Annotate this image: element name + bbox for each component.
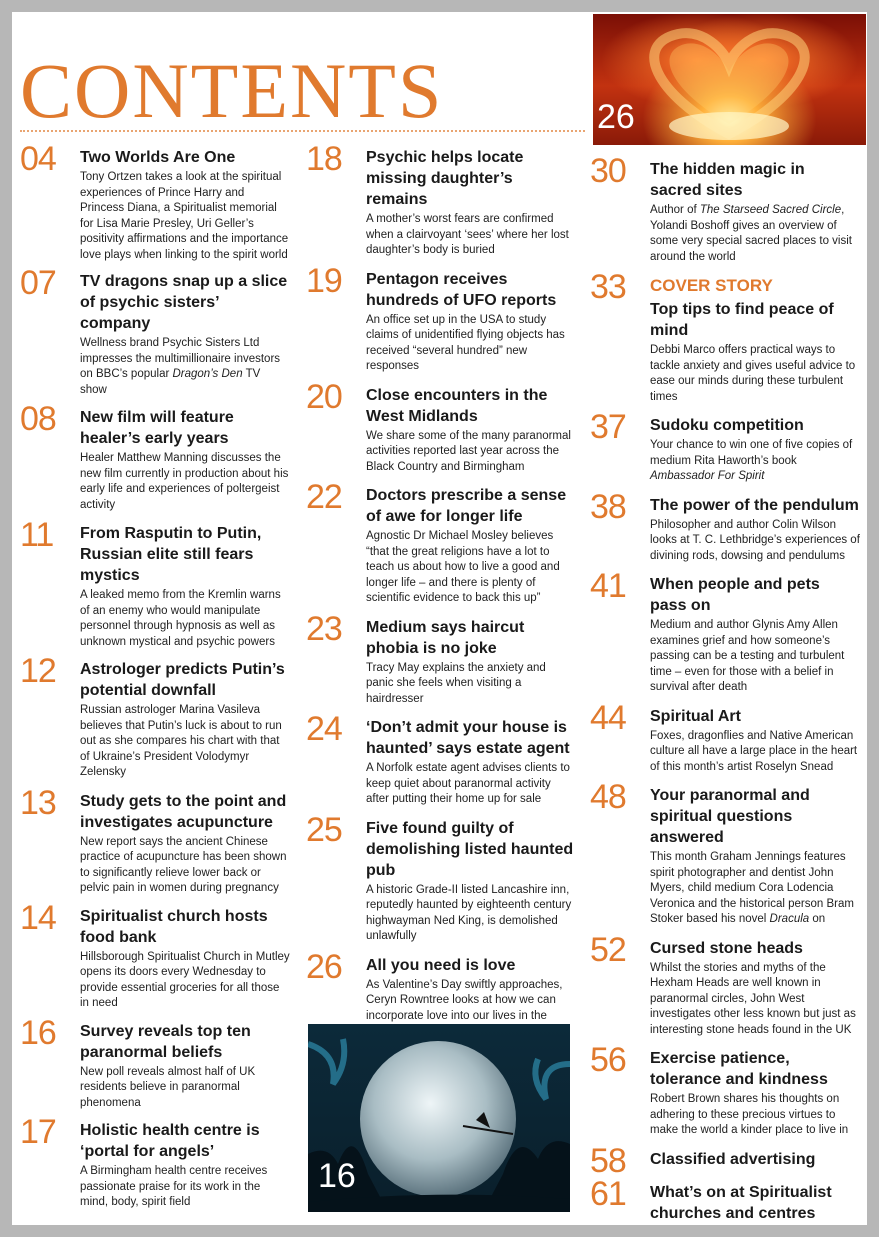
page-number: 33 xyxy=(590,268,626,306)
summary-text-tail: TV show xyxy=(80,368,261,396)
article-summary xyxy=(650,203,860,265)
toc-entry-11[interactable] xyxy=(20,516,290,650)
article-headline: Sudoku competition xyxy=(650,417,804,434)
article-summary: Russian astrologer Marina Vasileva believes that Putin’s luck is about to run out as she compares his chart with that of Ukraine’s President Volodymyr Zelensky xyxy=(80,704,282,778)
article-headline: Study gets to the point and investigates acupuncture xyxy=(80,792,287,831)
article-headline: Astrologer predicts Putin’s potential downfall xyxy=(80,661,285,699)
toc-entry-04[interactable] xyxy=(20,140,290,263)
column-1 xyxy=(20,140,290,1211)
article-headline: Medium says haircut phobia is no joke xyxy=(366,618,525,657)
image-page-number: 26 xyxy=(597,98,635,136)
page-number: 41 xyxy=(590,567,626,605)
article-headline: ‘Don’t admit your house is haunted’ says estate agent xyxy=(366,719,570,757)
toc-entry-24[interactable] xyxy=(306,710,576,808)
page-number: 44 xyxy=(590,698,626,737)
article-headline: Close encounters in the West Midlands xyxy=(366,386,548,425)
contents-page xyxy=(12,12,867,1225)
article-summary: Tony Ortzen takes a look at the spiritual experiences of Prince Harry and Princess Diana, a Spiritualist memorial for Lisa Marie Presley, Uri Geller’s positivity affirmations and the importance love plays when linking to the spirit world xyxy=(80,171,289,261)
summary-title-italic: Dracula xyxy=(769,913,810,925)
article-summary: A Norfolk estate agent advises clients to keep quiet about paranormal activity after putting their home up for sale xyxy=(366,762,570,805)
article-summary: A Birmingham health centre receives passionate praise for its work in the mind, body, spirit field xyxy=(80,1165,268,1208)
article-headline: Five found guilty of demolishing listed haunted pub xyxy=(366,819,574,879)
article-headline: What’s on at Spiritualist churches and centres xyxy=(650,1183,832,1222)
article-headline: Doctors prescribe a sense of awe for longer life xyxy=(366,487,567,525)
summary-text-tail: , Yolandi Boshoff gives an overview of some very special sacred places to visit around the world xyxy=(650,204,852,263)
article-summary: A leaked memo from the Kremlin warns of an enemy who would manipulate personnel through hypnosis as well as unknown mystical and psychic powers xyxy=(80,589,281,648)
page-number: 16 xyxy=(20,1013,56,1052)
article-headline: The hidden magic in sacred sites xyxy=(650,161,805,199)
article-summary: Robert Brown shares his thoughts on adhering to these precious virtues to make the world a kinder place to live in xyxy=(650,1093,849,1136)
page-number: 12 xyxy=(20,652,56,690)
toc-entry-13[interactable] xyxy=(20,783,290,897)
toc-entry-19[interactable] xyxy=(306,261,576,375)
toc-entry-37[interactable] xyxy=(590,408,860,485)
page-number: 48 xyxy=(590,778,626,816)
page-number: 56 xyxy=(590,1041,626,1079)
article-headline: Two Worlds Are One xyxy=(80,149,236,166)
toc-entry-23[interactable] xyxy=(306,609,576,708)
toc-entry-07[interactable] xyxy=(20,264,290,398)
page-number: 14 xyxy=(20,898,56,937)
article-summary: Healer Matthew Manning discusses the new film currently in production about his early life and experiences of poltergeist activity xyxy=(80,452,289,511)
page-number: 30 xyxy=(590,152,626,190)
summary-text: Author of xyxy=(650,204,700,216)
column-3 xyxy=(590,152,860,1224)
toc-entry-48[interactable] xyxy=(590,778,860,928)
page-number: 37 xyxy=(590,408,626,446)
summary-text: Your chance to win one of five copies of medium Rita Haworth’s book xyxy=(650,439,853,467)
toc-entry-30[interactable] xyxy=(590,152,860,265)
article-summary: As Valentine’s Day swiftly approaches, Ceryn Rowntree looks at how we can incorporate love into our lives in the xyxy=(366,978,563,1022)
toc-entry-41[interactable] xyxy=(590,567,860,696)
article-headline: When people and pets pass on xyxy=(650,576,820,614)
article-headline: Top tips to find peace of mind xyxy=(650,301,834,339)
title-divider xyxy=(20,130,585,132)
article-summary xyxy=(650,850,860,928)
article-headline: All you need is love xyxy=(366,956,516,974)
article-summary: New poll reveals almost half of UK residents believe in paranormal phenomena xyxy=(80,1065,256,1109)
toc-entry-56[interactable] xyxy=(590,1041,860,1139)
page-number: 22 xyxy=(306,478,342,516)
article-summary xyxy=(650,438,860,485)
page-number: 61 xyxy=(590,1174,626,1213)
page-number: 18 xyxy=(306,140,342,178)
summary-title-italic: Dragon’s Den xyxy=(172,368,243,380)
page-number: 04 xyxy=(20,140,56,178)
page-number: 26 xyxy=(306,947,342,986)
article-headline: Your paranormal and spiritual questions answered xyxy=(650,787,810,846)
article-headline: Survey reveals top ten paranormal beliefs xyxy=(80,1022,251,1061)
moon-witch-image xyxy=(308,1024,570,1212)
article-headline: Classified advertising xyxy=(650,1150,816,1168)
page-number: 13 xyxy=(20,783,56,822)
toc-entry-44[interactable] xyxy=(590,698,860,776)
summary-text: Wellness brand Psychic Sisters Ltd impresses the multimillionaire investors on BBC’s popular xyxy=(80,337,281,380)
article-summary: An office set up in the USA to study claims of unidentified flying objects has received “several hundred” new responses xyxy=(366,313,565,372)
article-summary: Agnostic Dr Michael Mosley believes “that the great religions have a lot to teach us about how to live a good and longer life – and there is plenty of scientific evidence to back this up” xyxy=(366,530,560,604)
article-headline: Exercise patience, tolerance and kindness xyxy=(650,1050,828,1088)
article-summary: Whilst the stories and myths of the Hexham Heads are well known in paranormal circles, John West investigates other less known but just as interesting stone heads found in the UK xyxy=(650,961,856,1036)
toc-entry-58[interactable] xyxy=(590,1141,860,1180)
article-headline: Spiritualist church hosts food bank xyxy=(80,907,268,946)
page-number: 23 xyxy=(306,609,342,648)
article-headline: From Rasputin to Putin, Russian elite still fears mystics xyxy=(80,525,262,584)
article-headline: Psychic helps locate missing daughter’s remains xyxy=(366,149,524,208)
article-headline: The power of the pendulum xyxy=(650,496,859,514)
article-headline: Cursed stone heads xyxy=(650,939,803,957)
article-summary: Hillsborough Spiritualist Church in Mutley opens its doors every Wednesday to provide essential groceries for all those in need xyxy=(80,950,290,1009)
article-headline: Holistic health centre is ‘portal for angels’ xyxy=(80,1122,260,1160)
toc-entry-08[interactable] xyxy=(20,400,290,513)
page-number: 07 xyxy=(20,264,56,302)
summary-title-italic: Ambassador For Spirit xyxy=(650,470,765,482)
toc-entry-61[interactable] xyxy=(590,1174,860,1224)
heart-sky-image xyxy=(593,14,866,145)
toc-entry-25[interactable] xyxy=(306,810,576,945)
toc-entry-38[interactable] xyxy=(590,487,860,565)
article-headline: New film will feature healer’s early years xyxy=(80,409,234,447)
article-summary xyxy=(80,336,290,398)
article-headline: TV dragons snap up a slice of psychic sisters’ company xyxy=(80,273,288,332)
page-number: 24 xyxy=(306,710,342,748)
page-title: CONTENTS xyxy=(20,47,444,134)
article-summary: Medium and author Glynis Amy Allen examines grief and how someone’s passing can be a testing and turbulent time – even for those with a belief in survival after death xyxy=(650,619,845,693)
cover-story-label: COVER STORY xyxy=(650,276,773,295)
toc-entry-52[interactable] xyxy=(590,930,860,1039)
page-number: 25 xyxy=(306,810,342,849)
toc-entry-22[interactable] xyxy=(306,478,576,607)
toc-entry-12[interactable] xyxy=(20,652,290,781)
toc-entry-20[interactable] xyxy=(306,377,576,476)
toc-entry-33[interactable] xyxy=(590,268,860,405)
page-number: 20 xyxy=(306,377,342,416)
page-number: 17 xyxy=(20,1113,56,1151)
summary-text-tail: on xyxy=(809,913,826,925)
article-headline: Spiritual Art xyxy=(650,707,741,725)
article-summary: Tracy May explains the anxiety and panic she feels when visiting a hairdresser xyxy=(366,661,546,705)
article-headline: Pentagon receives hundreds of UFO reports xyxy=(366,270,557,309)
page-number: 08 xyxy=(20,400,56,438)
page-number: 19 xyxy=(306,261,342,300)
article-summary: Foxes, dragonflies and Native American culture all have a large place in the heart of this month’s artist Roselyn Snead xyxy=(650,729,858,773)
page-number: 11 xyxy=(20,516,54,554)
page-number: 58 xyxy=(590,1141,626,1180)
page-number: 52 xyxy=(590,930,626,969)
toc-entry-18[interactable] xyxy=(306,140,576,259)
toc-entry-16[interactable] xyxy=(20,1013,290,1112)
article-summary: We share some of the many paranormal activities reported last year across the Black Country and Birmingham xyxy=(366,429,571,473)
column-2 xyxy=(306,140,576,1040)
article-summary: A mother’s worst fears are confirmed when a clairvoyant ‘sees’ where her lost daughter’s body is buried xyxy=(366,213,569,256)
article-summary: Debbi Marco offers practical ways to tackle anxiety and gives useful advice to ease our minds during these turbulent times xyxy=(650,344,856,403)
toc-entry-14[interactable] xyxy=(20,898,290,1012)
summary-text: This month Graham Jennings features spirit photographer and dentist John Myers, child medium Cora Lodencia Veronica and the historical person Bram Stoker based his novel xyxy=(650,851,854,925)
summary-title-italic: The Starseed Sacred Circle xyxy=(699,204,842,216)
article-summary: A historic Grade-II listed Lancashire inn, reputedly haunted by eighteenth century highwayman Ned King, is demolished unlawfully xyxy=(366,883,572,942)
image-page-number: 16 xyxy=(318,1157,356,1195)
toc-entry-17[interactable] xyxy=(20,1113,290,1211)
article-summary: Philosopher and author Colin Wilson looks at T. C. Lethbridge’s experiences of divining rods, dowsing and pendulums xyxy=(650,518,860,562)
page-number: 38 xyxy=(590,487,626,526)
article-summary: New report says the ancient Chinese practice of acupuncture has been shown to significantly relieve lower back or pelvic pain in women during pregnancy xyxy=(80,835,287,894)
